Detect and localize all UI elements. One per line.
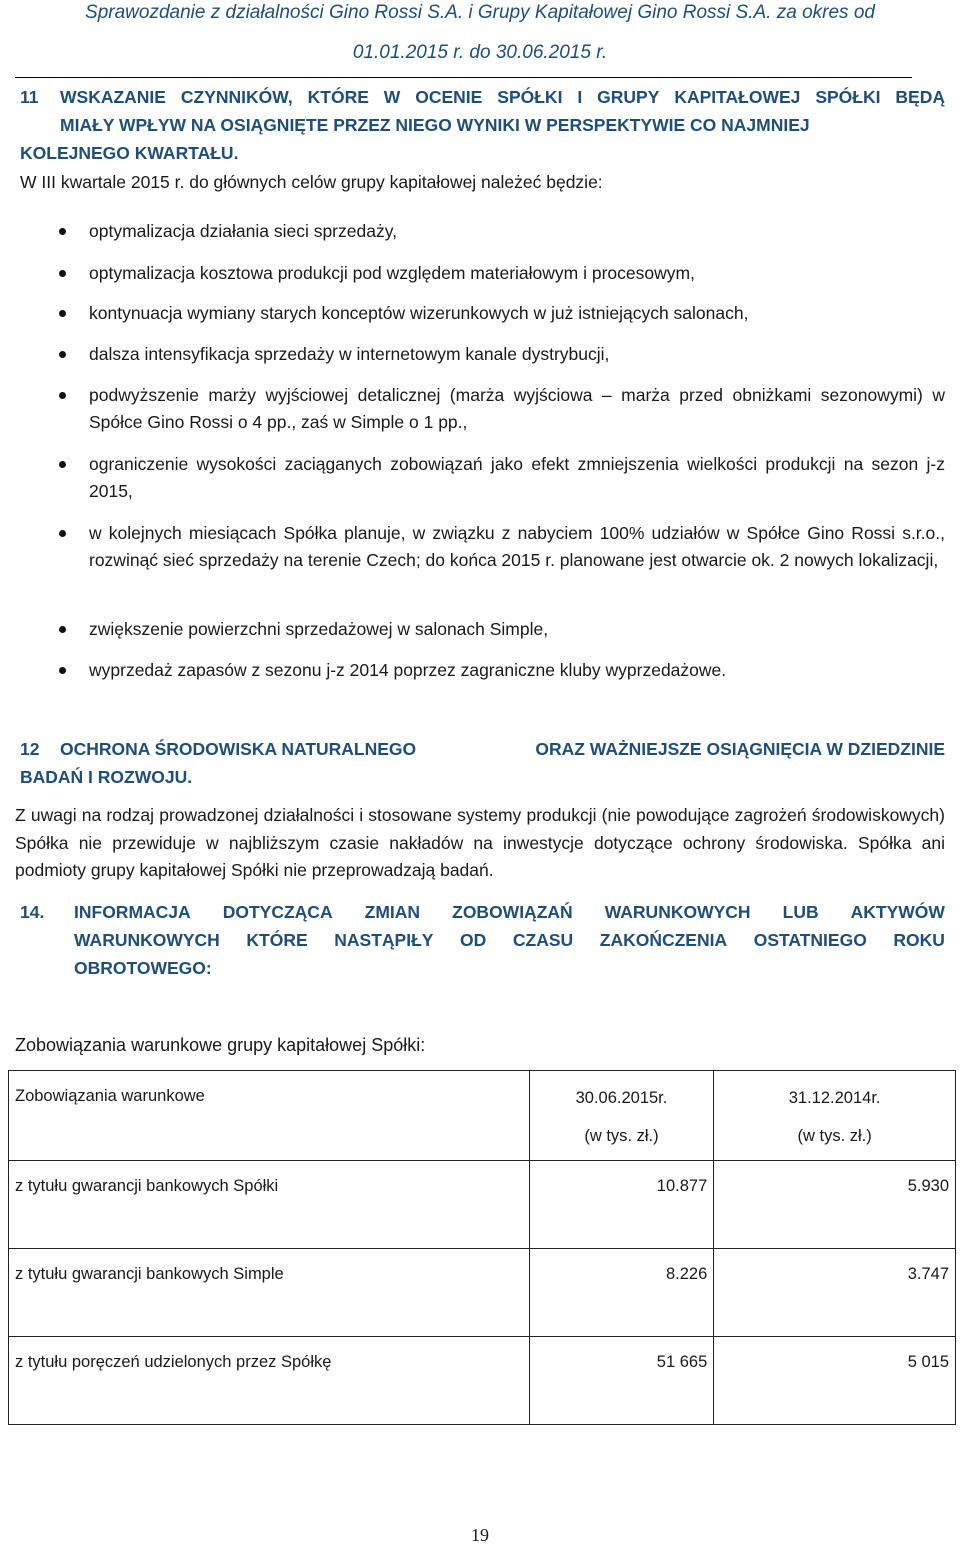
bullet-icon — [59, 310, 66, 317]
bullet-icon — [59, 228, 66, 235]
list-item — [89, 260, 945, 287]
section-14-title-line3: OBROTOWEGO: — [74, 958, 212, 978]
heading-word: SPÓŁKI — [815, 87, 881, 107]
section-12-title-part2: ORAZ WAŻNIEJSZE OSIĄGNIĘCIA W DZIEDZINIE — [535, 739, 945, 759]
table-cell-value1 — [529, 1249, 714, 1337]
heading-word: ZAKOŃCZENIA — [599, 930, 728, 950]
list-item-text: zwiększenie powierzchni sprzedażowej w salonach Simple, — [89, 619, 549, 639]
heading-word: ROKU — [893, 930, 945, 950]
bullet-icon — [59, 626, 66, 633]
heading-word: DOTYCZĄCA — [222, 902, 333, 922]
section-12-title-line2: BADAŃ I ROZWOJU. — [20, 767, 193, 787]
table-cell-label — [9, 1337, 530, 1425]
table-header-col2-text — [714, 1071, 955, 1155]
heading-word: WSKAZANIE — [60, 87, 166, 107]
heading-word: ZOBOWIĄZAŃ — [452, 902, 573, 922]
section-14-title — [74, 898, 945, 982]
heading-word: KTÓRE — [246, 930, 308, 950]
heading-word: CZASU — [512, 930, 574, 950]
heading-word: CZYNNIKÓW, — [180, 87, 293, 107]
row-value-2014: 5.930 — [907, 1177, 949, 1195]
bullet-icon — [59, 392, 66, 399]
list-item-text: podwyższenie marży wyjściowej detalicznej (marża wyjściowa – marża przed obniżkami sezonowymi) w Spółce Gino Rossi o 4 pp., zaś w Simple o 1 pp., — [89, 385, 945, 432]
list-item — [89, 616, 945, 643]
table-cell-value2 — [714, 1337, 956, 1425]
table-cell-value1 — [529, 1161, 714, 1249]
table-header-col2-unit: (w tys. zł.) — [797, 1127, 872, 1145]
list-item — [89, 341, 945, 368]
section-14-heading — [20, 898, 945, 982]
heading-word: AKTYWÓW — [850, 902, 945, 922]
section-14-title-line2 — [74, 926, 945, 954]
heading-word: OSTATNIEGO — [753, 930, 867, 950]
section-14-number: 14. — [20, 902, 45, 922]
heading-word: SPÓŁKI — [497, 87, 563, 107]
table-caption: Zobowiązania warunkowe grupy kapitałowej Spółki: — [15, 1035, 426, 1055]
section-12-paragraph: Z uwagi na rodzaj prowadzonej działalności i stosowane systemy produkcji (nie powodujące zagrożeń środowiskowych) Spółka nie przewiduje w najbliższym czasie nakładów na inwestycje dotyczące ochrony środowiska. Spółka ani podmioty grupy kapitałowej Spółki nie przeprowadzają badań. — [15, 805, 945, 880]
table-header-col2-date: 31.12.2014r. — [788, 1089, 881, 1107]
heading-word: ZMIAN — [364, 902, 421, 922]
heading-word: LUB — [782, 902, 819, 922]
list-item-text: ograniczenie wysokości zaciąganych zobowiązań jako efekt zmniejszenia wielkości produkcji na sezon j-z 2015, — [89, 454, 945, 501]
contingent-liabilities-table — [8, 1070, 956, 1425]
list-item-text: optymalizacja działania sieci sprzedaży, — [89, 221, 398, 241]
section-12-heading — [20, 735, 945, 791]
row-value-2015: 10.877 — [656, 1177, 708, 1195]
table-cell-value2 — [714, 1161, 956, 1249]
heading-word: WARUNKOWYCH — [604, 902, 751, 922]
list-item — [89, 451, 945, 505]
section-11-intro: W III kwartale 2015 r. do głównych celów grupy kapitałowej należeć będzie: — [20, 172, 603, 192]
row-label: z tytułu poręczeń udzielonych przez Spółkę — [15, 1353, 332, 1371]
list-item — [89, 300, 945, 327]
section-12-title-part1: OCHRONA ŚRODOWISKA NATURALNEGO — [60, 739, 417, 759]
bullet-icon — [59, 530, 66, 537]
header-rule — [15, 77, 912, 78]
heading-word: I — [577, 87, 583, 107]
table-cell-value2 — [714, 1249, 956, 1337]
table-header-col1-date: 30.06.2015r. — [575, 1089, 668, 1107]
list-item-text: dalsza intensyfikacja sprzedaży w internetowym kanale dystrybucji, — [89, 344, 610, 364]
heading-word: WARUNKOWYCH — [74, 930, 220, 950]
section-11-title-line3: KOLEJNEGO KWARTAŁU. — [20, 143, 239, 163]
page-number: 19 — [471, 1525, 489, 1545]
table-row — [9, 1161, 956, 1249]
row-value-2015: 51 665 — [656, 1353, 708, 1371]
running-header-line2: 01.01.2015 r. do 30.06.2015 r. — [352, 42, 608, 63]
heading-word: OCENIE — [415, 87, 483, 107]
list-item — [89, 657, 945, 684]
section-14-title-line1 — [74, 898, 945, 926]
heading-word: KAPITAŁOWEJ — [674, 87, 801, 107]
row-value-2015: 8.226 — [665, 1265, 708, 1283]
list-item-text: w kolejnych miesiącach Spółka planuje, w związku z nabyciem 100% udziałów w Spółce Gino Rossi s.r.o., rozwinąć sieć sprzedaży na terenie Czech; do końca 2015 r. planowane jest otwarcie ok. 2 nowych lokalizacji, — [89, 523, 945, 570]
heading-word: INFORMACJA — [74, 902, 191, 922]
heading-word: KTÓRE — [307, 87, 369, 107]
table-header-label-cell — [9, 1071, 530, 1161]
list-item — [89, 218, 945, 245]
bullet-icon — [59, 461, 66, 468]
table-row — [9, 1249, 956, 1337]
bullet-icon — [59, 270, 66, 277]
section-11-number: 11 — [20, 87, 39, 107]
table-cell-label — [9, 1249, 530, 1337]
section-11-heading — [20, 83, 945, 167]
list-item — [89, 520, 945, 574]
table-row — [9, 1337, 956, 1425]
bullet-icon — [59, 351, 66, 358]
table-cell-label — [9, 1161, 530, 1249]
list-item-text: wyprzedaż zapasów z sezonu j-z 2014 poprzez zagraniczne kluby wyprzedażowe. — [89, 660, 727, 680]
row-label: z tytułu gwarancji bankowych Spółki — [15, 1177, 279, 1195]
bullet-icon — [59, 667, 66, 674]
list-item-text: kontynuacja wymiany starych konceptów wizerunkowych w już istniejących salonach, — [89, 303, 749, 323]
row-value-2014: 5 015 — [907, 1353, 949, 1371]
heading-word: GRUPY — [597, 87, 660, 107]
section-12-number: 12 — [20, 739, 40, 759]
table-header-row — [9, 1071, 956, 1161]
heading-word: BĘDĄ — [895, 87, 945, 107]
section-11-title-line1 — [60, 83, 945, 111]
row-label: z tytułu gwarancji bankowych Simple — [15, 1265, 284, 1283]
section-11-title-line2: MIAŁY WPŁYW NA OSIĄGNIĘTE PRZEZ NIEGO WYNIKI W PERSPEKTYWIE CO NAJMNIEJ — [60, 115, 810, 135]
heading-word: OD — [460, 930, 487, 950]
table-header-label: Zobowiązania warunkowe — [15, 1087, 205, 1105]
table-header-col2 — [714, 1071, 956, 1161]
table-header-col1-text — [530, 1071, 714, 1155]
table-header-col1-unit: (w tys. zł.) — [584, 1127, 659, 1145]
running-header-line1: Sprawozdanie z działalności Gino Rossi S.A. i Grupy Kapitałowej Gino Rossi S.A. za okres od — [85, 2, 875, 23]
heading-word: NASTĄPIŁY — [334, 930, 434, 950]
table-cell-value1 — [529, 1337, 714, 1425]
row-value-2014: 3.747 — [907, 1265, 949, 1283]
heading-word: W — [383, 87, 401, 107]
table-header-col1 — [529, 1071, 714, 1161]
list-item-text: optymalizacja kosztowa produkcji pod względem materiałowym i procesowym, — [89, 263, 695, 283]
list-item — [89, 382, 945, 436]
section-12-title-line1 — [60, 735, 945, 763]
